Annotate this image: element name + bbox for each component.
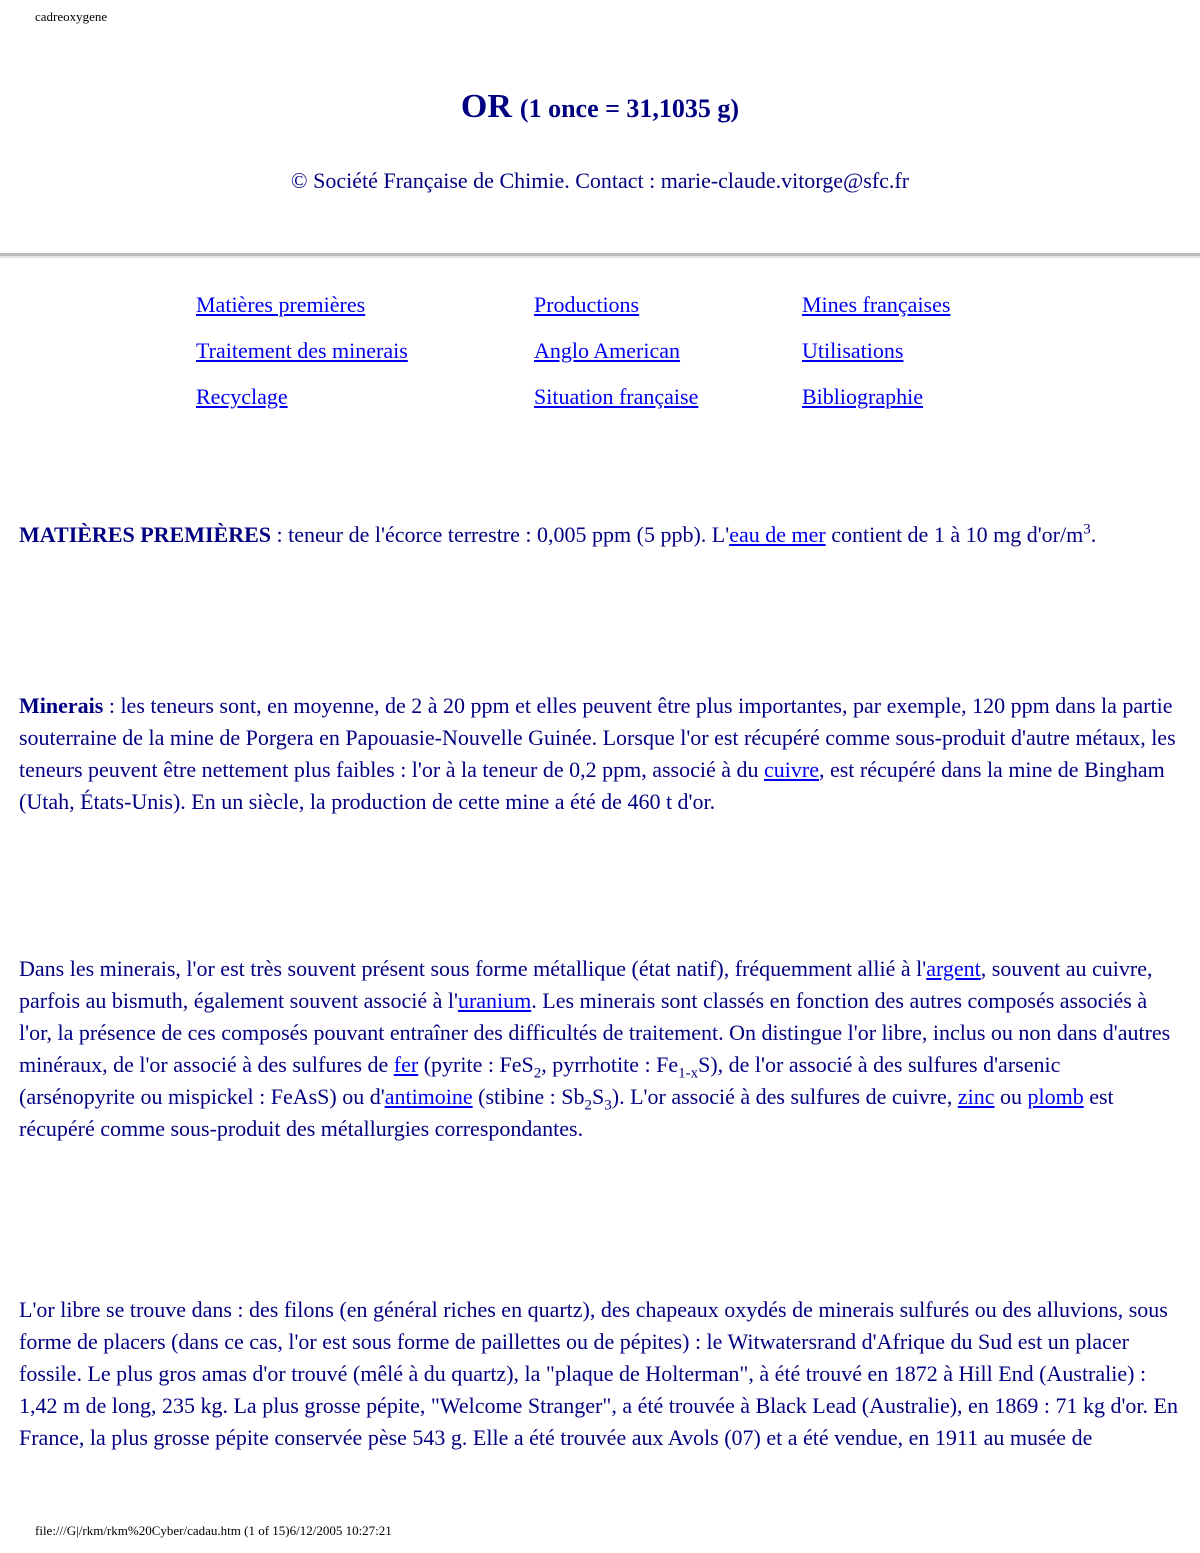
nav-link-matieres-premieres[interactable]: Matières premières bbox=[196, 292, 366, 317]
paragraph-text: S), de l'or associé à des sulfures d'arsenic (arsénopyrite ou mispickel : FeAsS) ou d' bbox=[19, 1052, 1061, 1109]
page-title-sub: (1 once = 31,1035 g) bbox=[519, 94, 740, 123]
paragraph-minerais bbox=[19, 690, 1179, 818]
link-cuivre[interactable]: cuivre bbox=[764, 757, 819, 782]
paragraph-text: contient de 1 à 10 mg d'or/m bbox=[825, 522, 1084, 547]
link-antimoine[interactable]: antimoine bbox=[384, 1084, 473, 1109]
paragraph-matieres-premieres bbox=[19, 519, 1179, 551]
paragraph-text: , est récupéré dans la mine de Bingham (Utah, États-Unis). En un siècle, la production de cette mine a été de 460 t d'or. bbox=[19, 757, 1165, 814]
link-argent[interactable]: argent bbox=[926, 956, 981, 981]
frame-label: cadreoxygene bbox=[35, 9, 108, 24]
paragraph-text: : teneur de l'écorce terrestre : 0,005 ppm (5 ppb). L' bbox=[271, 522, 730, 547]
paragraph-text: (pyrite : FeS bbox=[418, 1052, 534, 1077]
horizontal-divider bbox=[0, 253, 1200, 258]
nav-column-3 bbox=[802, 282, 950, 420]
nav-link-traitement-des-minerais[interactable]: Traitement des minerais bbox=[196, 338, 408, 363]
subscript: 1-x bbox=[678, 1065, 699, 1082]
nav-link-recyclage[interactable]: Recyclage bbox=[196, 384, 288, 409]
nav-link-bibliographie[interactable]: Bibliographie bbox=[802, 384, 923, 409]
paragraph-text: , pyrrhotite : Fe bbox=[541, 1052, 679, 1077]
nav-link-mines-francaises[interactable]: Mines françaises bbox=[802, 292, 951, 317]
page-title bbox=[0, 88, 1200, 126]
subscript: 3 bbox=[604, 1097, 612, 1114]
subscript: 2 bbox=[533, 1065, 542, 1082]
paragraph-text: S bbox=[592, 1084, 605, 1109]
section-heading-minerais: Minerais bbox=[19, 693, 104, 718]
nav-link-anglo-american[interactable]: Anglo American bbox=[534, 338, 681, 363]
superscript: 3 bbox=[1083, 521, 1091, 538]
paragraph-text: , souvent au cuivre, parfois au bismuth, également souvent associé à l' bbox=[19, 956, 1153, 1013]
nav-link-productions[interactable]: Productions bbox=[534, 292, 640, 317]
paragraph-text: : les teneurs sont, en moyenne, de 2 à 20 ppm et elles peuvent être plus importantes, par exemple, 120 ppm dans la partie souterraine de la mine de Porgera en Papouasie-Nouvelle Guinée. Lorsque l'or est récupéré comme sous-produit d'autre métaux, les teneurs peuvent être nettement plus faibles : l'or à la teneur de 0,2 ppm, associé à du bbox=[19, 693, 1176, 782]
paragraph-text: Dans les minerais, l'or est très souvent présent sous forme métallique (état natif), fréquemment allié à l' bbox=[19, 956, 927, 981]
link-uranium[interactable]: uranium bbox=[457, 988, 532, 1013]
link-fer[interactable]: fer bbox=[393, 1052, 419, 1077]
paragraph-text: ou bbox=[994, 1084, 1028, 1109]
paragraph-text: ). L'or associé à des sulfures de cuivre, bbox=[611, 1084, 958, 1109]
link-zinc[interactable]: zinc bbox=[957, 1084, 995, 1109]
link-plomb[interactable]: plomb bbox=[1027, 1084, 1084, 1109]
paragraph-or-libre: L'or libre se trouve dans : des filons (en général riches en quartz), des chapeaux oxydés de minerais sulfurés ou des alluvions, sous forme de placers (dans ce cas, l'or est sous forme de paillettes ou de pépites) : le Witwatersrand d'Afrique du Sud est un placer fossile. Le plus gros amas d'or trouvé (mêlé à du quartz), la "plaque de Holterman", à été trouvé en 1872 à Hill End (Australie) : 1,42 m de long, 235 kg. La plus grosse pépite, "Welcome Stranger", a été trouvée à Black Lead (Australie), en 1869 : 71 kg d'or. En France, la plus grosse pépite conservée pèse 543 g. Elle a été trouvée aux Avols (07) et a été vendue, en 1911 au musée de bbox=[19, 1297, 1178, 1450]
paragraph-text: est récupéré comme sous-produit des métallurgies correspondantes. bbox=[19, 1084, 1114, 1141]
copyright-line: © Société Française de Chimie. Contact : marie-claude.vitorge@sfc.fr bbox=[290, 168, 910, 193]
paragraph-text: . bbox=[1090, 522, 1097, 547]
link-eau-de-mer[interactable]: eau de mer bbox=[729, 522, 826, 547]
nav-column-2 bbox=[534, 282, 698, 420]
nav-column-1 bbox=[196, 282, 408, 420]
paragraph-or-dans-minerais bbox=[19, 953, 1179, 1145]
subscript: 2 bbox=[584, 1097, 593, 1114]
nav-link-situation-francaise[interactable]: Situation française bbox=[534, 384, 699, 409]
paragraph-text: . Les minerais sont classés en fonction des autres composés associés à l'or, la présence de ces composés pouvant entraîner des difficultés de traitement. On distingue l'or libre, inclus ou non dans d'autres minéraux, de l'or associé à des sulfures de bbox=[19, 988, 1171, 1077]
paragraph-text: (stibine : Sb bbox=[472, 1084, 585, 1109]
page-title-main: OR bbox=[460, 88, 512, 125]
file-path-footer: file:///G|/rkm/rkm%20Cyber/cadau.htm (1 of 15)6/12/2005 10:27:21 bbox=[35, 1523, 392, 1538]
nav-link-utilisations[interactable]: Utilisations bbox=[802, 338, 904, 363]
section-heading-matieres-premieres: MATIÈRES PREMIÈRES bbox=[19, 522, 272, 547]
